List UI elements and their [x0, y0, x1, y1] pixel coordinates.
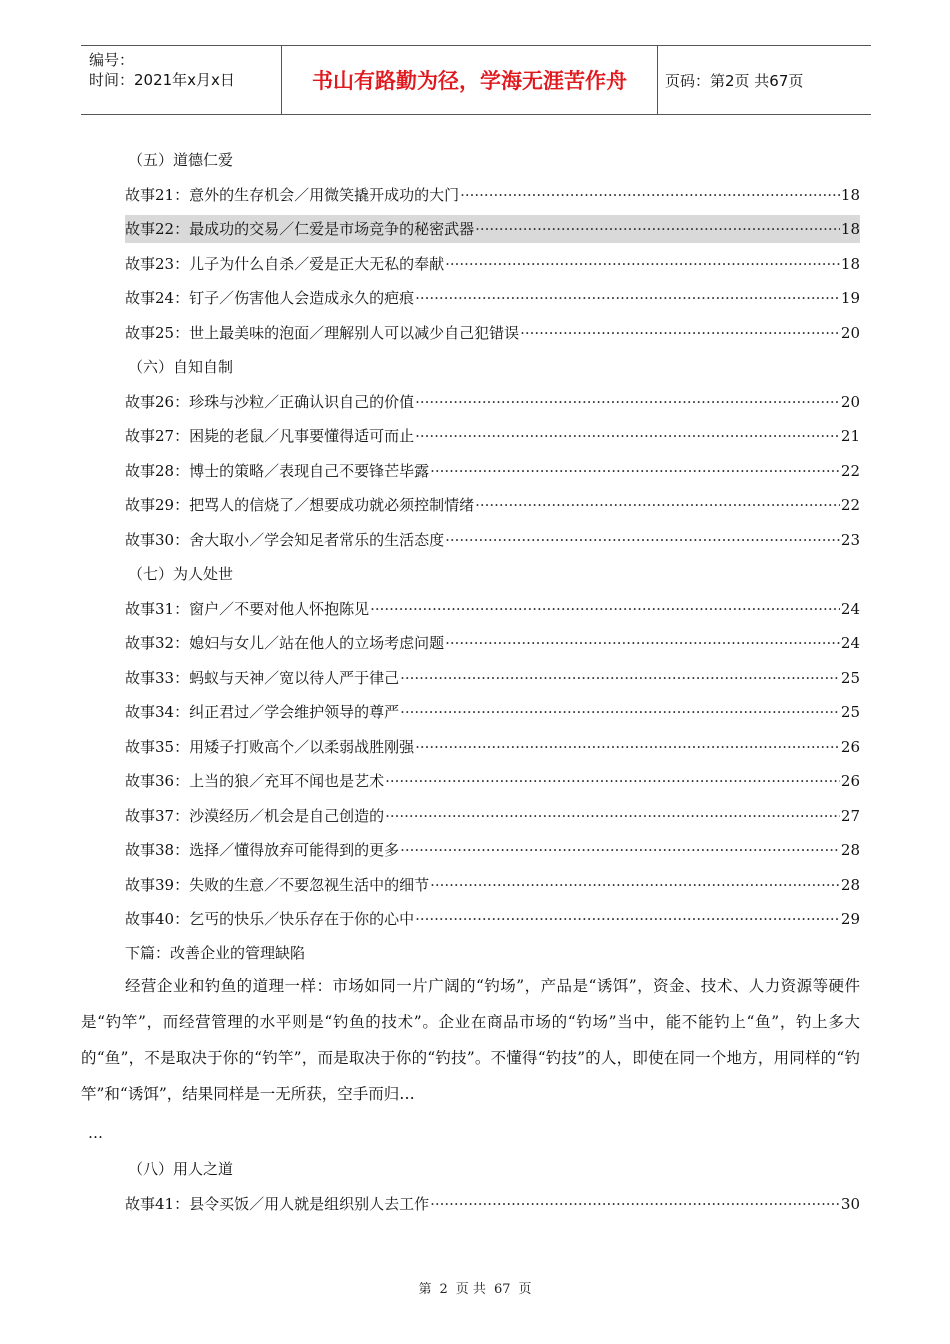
- toc-entry[interactable]: [125, 733, 860, 768]
- table-of-contents: [125, 146, 860, 940]
- page-footer: [0, 1278, 950, 1297]
- leader-dots: [415, 733, 840, 761]
- toc-entry-label: 故事33：蚂蚁与天神／宽以待人严于律己: [125, 668, 400, 687]
- toc-entry-label: 故事36：上当的狼／充耳不闻也是艺术: [125, 772, 385, 790]
- paragraph-ellipsis: …: [88, 1124, 103, 1142]
- toc-entry-label: 故事27：困毙的老鼠／凡事要懂得适可而止: [125, 427, 415, 445]
- leader-dots: [445, 250, 840, 278]
- toc-entry-page: 30: [840, 1194, 860, 1213]
- toc-entry-page: 26: [840, 737, 860, 756]
- toc-entry-label: 故事40：乞丐的快乐／快乐存在于你的心中: [125, 910, 415, 928]
- toc-entry[interactable]: [125, 767, 860, 802]
- toc-entry[interactable]: [125, 905, 860, 940]
- toc-entry-page: 21: [840, 427, 860, 445]
- toc-entry-highlighted[interactable]: [125, 215, 860, 250]
- toc-entry-page: 19: [840, 289, 860, 307]
- section-8: [125, 1155, 860, 1224]
- toc-entry[interactable]: [125, 664, 860, 699]
- toc-entry[interactable]: [125, 422, 860, 457]
- toc-entry-label: 故事28：博士的策略／表现自己不要锋芒毕露: [125, 461, 430, 480]
- header-meta: [89, 50, 279, 90]
- leader-dots: [445, 526, 840, 554]
- toc-entry-label: 故事22：最成功的交易／仁爱是市场竞争的秘密武器: [125, 220, 475, 238]
- footer-total-pages: 67: [493, 1282, 511, 1297]
- toc-entry-page: 20: [840, 323, 860, 342]
- footer-suffix: 页: [518, 1282, 532, 1297]
- toc-entry-page: 18: [840, 254, 860, 273]
- toc-entry[interactable]: [125, 802, 860, 837]
- toc-entry-page: 29: [840, 910, 860, 928]
- leader-dots: [430, 871, 840, 899]
- leader-dots: [385, 802, 840, 830]
- toc-entry-page: 24: [840, 599, 860, 618]
- toc-entry[interactable]: [125, 388, 860, 423]
- leader-dots: [400, 664, 840, 692]
- part-title: 下篇：改善企业的管理缺陷: [125, 944, 306, 962]
- toc-entry[interactable]: [125, 595, 860, 630]
- leader-dots: [430, 457, 840, 485]
- toc-entry[interactable]: [125, 319, 860, 354]
- leader-dots: [385, 767, 840, 795]
- toc-entry[interactable]: [125, 629, 860, 664]
- toc-entry-page: 20: [840, 392, 860, 411]
- leader-dots: [370, 595, 840, 623]
- intro-paragraph: 经营企业和钓鱼的道理一样：市场如同一片广阔的“钓场”，产品是“诱饵”，资金、技术、人力资源等硬件是“钓竿”，而经营管理的水平则是“钓鱼的技术”。企业在商品市场的“钓场”当中，能不能钓上“鱼”，钓上多大的“鱼”，不是取决于你的“钓竿”，而是取决于你的“钓技”。不懂得“钓技”的人，即使在同一个地方，用同样的“钓竿”和“诱饵”，结果同样是一无所获，空手而归…: [81, 977, 860, 1103]
- toc-entry-label: 故事37：沙漠经历／机会是自己创造的: [125, 806, 385, 825]
- toc-entry-page: 28: [840, 875, 860, 894]
- leader-dots: [415, 388, 840, 416]
- toc-entry[interactable]: [125, 181, 860, 216]
- toc-entry-label: 故事32：媳妇与女儿／站在他人的立场考虑问题: [125, 634, 445, 652]
- toc-entry-page: 22: [840, 461, 860, 480]
- page-header: [81, 45, 871, 115]
- toc-entry-label: 故事41：县令买饭／用人就是组织别人去工作: [125, 1194, 430, 1213]
- leader-dots: [460, 181, 840, 209]
- leader-dots: [400, 698, 840, 726]
- leader-dots: [445, 629, 840, 657]
- toc-entry-label: 故事23：儿子为什么自杀／爱是正大无私的奉献: [125, 254, 445, 273]
- leader-dots: [400, 836, 840, 864]
- footer-page-number: 2: [439, 1282, 448, 1297]
- header-page-info: 页码：第2页 共67页: [665, 71, 804, 90]
- header-motto: 书山有路勤为径，学海无涯苦作舟: [281, 46, 658, 114]
- toc-entry[interactable]: [125, 698, 860, 733]
- toc-entry-label: 故事31：窗户／不要对他人怀抱陈见: [125, 599, 370, 618]
- leader-dots: [520, 319, 840, 347]
- section-title: （七）为人处世: [128, 565, 234, 583]
- time-label: 时间：2021年x月x日: [89, 71, 235, 89]
- toc-entry[interactable]: [125, 1190, 860, 1225]
- leader-dots: [475, 491, 840, 519]
- toc-entry[interactable]: [125, 526, 860, 561]
- toc-entry-page: 27: [840, 806, 860, 825]
- toc-entry-label: 故事29：把骂人的信烧了／想要成功就必须控制情绪: [125, 496, 475, 514]
- toc-entry-label: 故事35：用矮子打败高个／以柔弱战胜刚强: [125, 737, 415, 756]
- toc-entry-page: 18: [840, 185, 860, 204]
- toc-entry[interactable]: [125, 250, 860, 285]
- number-label: 编号：: [89, 51, 135, 69]
- toc-entry-page: 28: [840, 841, 860, 859]
- toc-entry-page: 25: [840, 703, 860, 721]
- leader-dots: [475, 215, 840, 243]
- toc-entry[interactable]: [125, 871, 860, 906]
- toc-entry-label: 故事26：珍珠与沙粒／正确认识自己的价值: [125, 392, 415, 411]
- section-title: （八）用人之道: [128, 1160, 234, 1178]
- toc-entry-label: 故事34：纠正君过／学会维护领导的尊严: [125, 703, 400, 721]
- toc-entry-label: 故事24：钉子／伤害他人会造成永久的疤痕: [125, 289, 415, 307]
- footer-mid: 页 共: [455, 1282, 486, 1297]
- toc-entry-label: 故事21：意外的生存机会／用微笑撬开成功的大门: [125, 185, 460, 204]
- toc-entry-page: 23: [840, 530, 860, 549]
- toc-entry[interactable]: [125, 836, 860, 871]
- toc-entry-page: 25: [840, 668, 860, 687]
- toc-entry-label: 故事30：舍大取小／学会知足者常乐的生活态度: [125, 530, 445, 549]
- toc-entry-label: 故事39：失败的生意／不要忽视生活中的细节: [125, 875, 430, 894]
- section-title: （六）自知自制: [128, 358, 234, 376]
- leader-dots: [430, 1190, 840, 1218]
- toc-entry-page: 26: [840, 772, 860, 790]
- section-title: （五）道德仁爱: [128, 151, 234, 169]
- toc-entry[interactable]: [125, 491, 860, 526]
- toc-entry-page: 24: [840, 634, 860, 652]
- toc-entry-page: 18: [840, 220, 860, 238]
- toc-entry-label: 故事25：世上最美味的泡面／理解别人可以减少自己犯错误: [125, 323, 520, 342]
- toc-entry[interactable]: [125, 457, 860, 492]
- toc-entry-page: 22: [840, 496, 860, 514]
- toc-entry-label: 故事38：选择／懂得放弃可能得到的更多: [125, 841, 400, 859]
- leader-dots: [415, 422, 840, 450]
- leader-dots: [415, 284, 840, 312]
- leader-dots: [415, 905, 840, 933]
- footer-prefix: 第: [418, 1282, 432, 1297]
- toc-entry[interactable]: [125, 284, 860, 319]
